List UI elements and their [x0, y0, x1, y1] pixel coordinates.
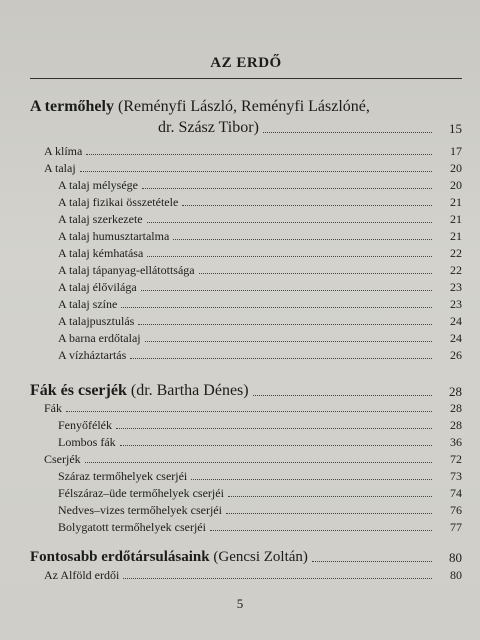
toc-entry: Száraz termőhelyek cserjéi 73 — [58, 469, 462, 483]
chapter-title: AZ ERDŐ — [210, 55, 282, 71]
page-number: 5 — [236, 596, 244, 611]
leader-dots — [312, 560, 432, 562]
toc-entry: A talaj szerkezete 21 — [58, 212, 462, 226]
section-authors-cont: dr. Szász Tibor) — [158, 119, 259, 136]
page-ref: 15 — [449, 121, 462, 136]
section-authors: (Gencsi Zoltán) — [213, 549, 308, 565]
section-authors: (Reményfi László, Reményfi Lászlóné, — [117, 98, 370, 115]
toc-entry: A klíma 17 — [44, 144, 462, 158]
toc-entry: Félszáraz–üde termőhelyek cserjéi 74 — [58, 486, 462, 500]
toc-entry: Cserjék 72 — [44, 452, 462, 466]
toc-entry: Az Alföld erdői 80 — [44, 568, 462, 582]
section-termohely-title — [30, 98, 462, 116]
section-authors: (dr. Bartha Dénes) — [130, 382, 249, 399]
toc-entry: A talaj fizikai összetétele 21 — [58, 195, 462, 209]
section-erdotarsulas-title — [30, 549, 462, 566]
section-title: Fontosabb erdőtársulásaink — [30, 549, 210, 565]
toc-entry: Fenyőfélék 28 — [58, 418, 462, 432]
toc-entry: A vízháztartás 26 — [58, 348, 462, 362]
toc-entry: A talaj kémhatása 22 — [58, 246, 462, 260]
page-ref: 80 — [449, 550, 462, 565]
toc-entry: A barna erdőtalaj 24 — [58, 331, 462, 345]
toc-entry: A talajpusztulás 24 — [58, 314, 462, 328]
header-rule — [30, 78, 462, 79]
section-title: Fák és cserjék — [30, 382, 127, 399]
toc-entry: Nedves–vizes termőhelyek cserjéi 76 — [58, 503, 462, 517]
toc-entry: A talaj mélysége 20 — [58, 178, 462, 192]
toc-entry: A talaj színe 23 — [58, 297, 462, 311]
leader-dots — [263, 131, 432, 133]
toc-entry: A talaj élővilága 23 — [58, 280, 462, 294]
leader-dots — [253, 394, 432, 396]
toc-entry: Bolygatott termőhelyek cserjéi 77 — [58, 520, 462, 534]
toc-entry: A talaj 20 — [44, 161, 462, 175]
toc-entry: Fák 28 — [44, 401, 462, 415]
section-fak-title — [30, 382, 462, 400]
toc-entry: Lombos fák 36 — [58, 435, 462, 449]
toc-entry: A talaj humusztartalma 21 — [58, 229, 462, 243]
page-ref: 28 — [449, 384, 462, 399]
section-termohely-authors-line — [158, 119, 462, 137]
section-title: A termőhely — [30, 98, 114, 115]
toc-entry: A talaj tápanyag-ellátottsága 22 — [58, 263, 462, 277]
